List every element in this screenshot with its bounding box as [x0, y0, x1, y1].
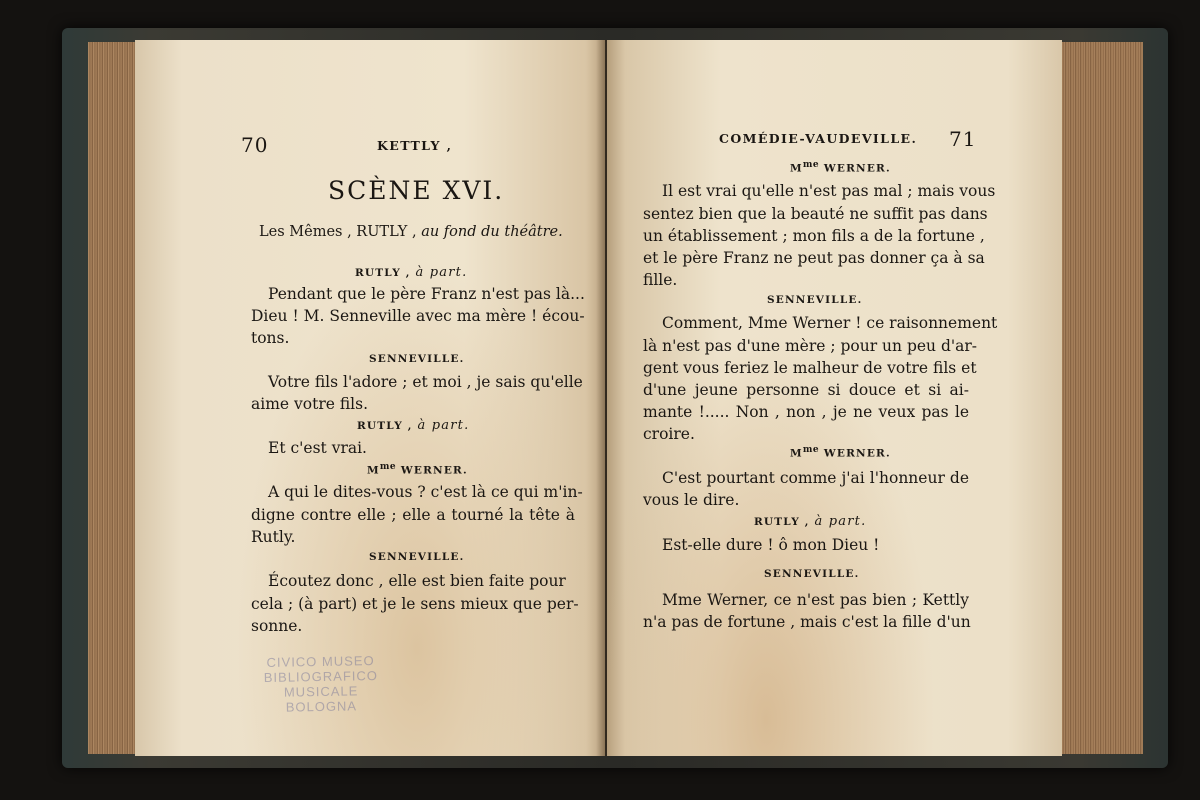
dialogue-line: Votre fils l'adore ; et moi , je sais qu'elle — [268, 373, 583, 391]
library-stamp — [230, 652, 411, 715]
speaker-name: RUTLY , — [355, 267, 416, 279]
dialogue-line: Écoutez donc , elle est bien faite pour — [268, 572, 566, 590]
dialogue-line: sonne. — [251, 617, 303, 635]
dialogue-line: digne contre elle ; elle a tourné la tête à — [251, 506, 575, 524]
speaker-superscript: me — [802, 160, 820, 170]
dialogue-line: là n'est pas d'une mère ; pour un peu d'ar- — [643, 337, 978, 355]
stamp-line: BOLOGNA — [285, 698, 358, 715]
dialogue-line: Il est vrai qu'elle n'est pas mal ; mais vous — [662, 182, 996, 200]
speaker-senneville: SENNEVILLE. — [764, 568, 860, 580]
dialogue-line: fille. — [643, 271, 678, 289]
dialogue-line: Dieu ! M. Senneville avec ma mère ! écou- — [251, 307, 585, 325]
right-page-edges — [1055, 42, 1143, 754]
speaker-rutly — [355, 265, 467, 280]
cast-line-mems: Les Mêmes — [259, 224, 343, 240]
dialogue-line: mante !..... Non , non , je ne veux pas le — [643, 403, 969, 421]
speaker-name: RUTLY , — [754, 516, 815, 528]
dialogue-line: cela ; (à part) et je le sens mieux que per- — [251, 595, 579, 613]
running-head-left: KETTLY , — [377, 138, 453, 153]
dialogue-line: Rutly. — [251, 528, 296, 546]
right-page — [607, 40, 1062, 756]
speaker-rutly — [357, 418, 469, 433]
dialogue-line: gent vous feriez le malheur de votre fils et — [643, 359, 977, 377]
dialogue-line: A qui le dites-vous ? c'est là ce qui m'in- — [268, 483, 583, 501]
speaker-name: WERNER. — [819, 162, 891, 175]
dialogue-line: Mme Werner, ce n'est pas bien ; Kettly — [662, 591, 969, 609]
cast-line — [259, 224, 563, 240]
dialogue-line: sentez bien que la beauté ne suffit pas dans — [643, 205, 988, 223]
speaker-senneville: SENNEVILLE. — [767, 294, 863, 306]
speaker-prefix: M — [367, 464, 380, 477]
dialogue-line: Est-elle dure ! ô mon Dieu ! — [662, 536, 880, 554]
dialogue-line: n'a pas de fortune , mais c'est la fille d'un — [643, 613, 971, 631]
dialogue-line: un établissement ; mon fils a de la fortune , — [643, 227, 985, 245]
speaker-superscript: me — [802, 445, 820, 455]
cast-line-direction: au fond du théâtre. — [421, 224, 563, 240]
dialogue-line: d'une jeune personne si douce et si ai- — [643, 381, 969, 399]
speaker-mme-werner — [790, 445, 891, 460]
page-number-71: 71 — [949, 127, 977, 151]
dialogue-line: tons. — [251, 329, 290, 347]
cast-line-rutly: , RUTLY , — [342, 224, 422, 240]
dialogue-line: Pendant que le père Franz n'est pas là... — [268, 285, 585, 303]
speaker-mme-werner — [790, 160, 891, 175]
stage-direction: à part. — [814, 514, 867, 529]
speaker-senneville: SENNEVILLE. — [369, 551, 465, 563]
page-number-70: 70 — [241, 133, 269, 157]
speaker-mme-werner — [367, 462, 468, 477]
speaker-name: RUTLY , — [357, 420, 418, 432]
speaker-prefix: M — [790, 447, 803, 460]
speaker-prefix: M — [790, 162, 803, 175]
dialogue-line: croire. — [643, 425, 695, 443]
stage-direction: à part. — [417, 418, 470, 433]
speaker-senneville: SENNEVILLE. — [369, 353, 465, 365]
dialogue-line: Et c'est vrai. — [268, 439, 367, 457]
speaker-rutly — [754, 514, 866, 529]
scene-title: SCÈNE XVI. — [328, 176, 505, 205]
dialogue-line: Comment, Mme Werner ! ce raisonnement — [662, 314, 998, 332]
running-head-right: COMÉDIE-VAUDEVILLE. — [719, 131, 918, 146]
dialogue-line: aime votre fils. — [251, 395, 368, 413]
dialogue-line: et le père Franz ne peut pas donner ça à sa — [643, 249, 985, 267]
dialogue-line: C'est pourtant comme j'ai l'honneur de — [662, 469, 969, 487]
stage-direction: à part. — [415, 265, 468, 280]
speaker-name: WERNER. — [396, 464, 468, 477]
stamp-line: CIVICO MUSEO — [266, 653, 375, 670]
speaker-superscript: me — [379, 462, 397, 472]
left-page — [135, 40, 605, 756]
stamp-line: BIBLIOGRAFICO MUSICALE — [263, 668, 379, 700]
speaker-name: WERNER. — [819, 447, 891, 460]
dialogue-line: vous le dire. — [643, 491, 740, 509]
